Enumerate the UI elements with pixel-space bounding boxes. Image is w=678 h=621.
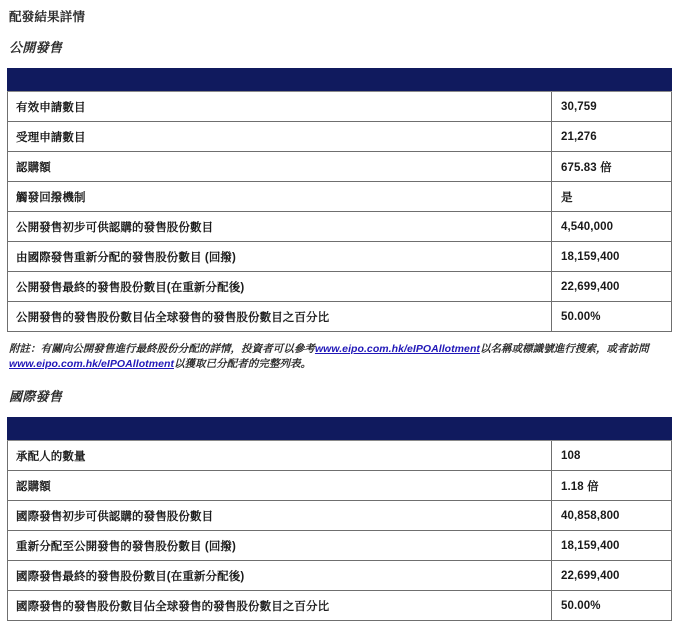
table-row	[8, 272, 672, 302]
table-header-row	[8, 69, 672, 92]
table-row	[8, 302, 672, 332]
public_offer-row-1-value: 21,276	[552, 122, 672, 152]
table-header-label-cell	[8, 69, 552, 92]
table-header-label-cell	[8, 418, 552, 441]
international_offer-row-4-value: 22,699,400	[552, 561, 672, 591]
table-header-value-cell	[552, 69, 672, 92]
public_offer-row-1-label: 受理申請數目	[8, 122, 552, 152]
table-row	[8, 561, 672, 591]
international-offer-table-body	[8, 441, 672, 621]
table-row	[8, 122, 672, 152]
table-row	[8, 501, 672, 531]
public_offer-row-2-value: 675.83 倍	[552, 152, 672, 182]
section-heading-public-offer: 公開發售	[9, 40, 63, 55]
footnote-text-part-1: 附註：有關向公開發售進行最終股份分配的詳情，投資者可以參考	[9, 343, 315, 355]
table-header-value-cell	[552, 418, 672, 441]
public-offer-table-head	[8, 69, 672, 92]
table-row	[8, 182, 672, 212]
international-offer-table	[7, 417, 672, 621]
public-offer-table-body	[8, 92, 672, 332]
international_offer-row-1-label: 認購額	[8, 471, 552, 501]
table-row	[8, 531, 672, 561]
international_offer-row-3-label: 重新分配至公開發售的發售股份數目 (回撥)	[8, 531, 552, 561]
public-offer-footnote	[9, 342, 669, 372]
public_offer-row-0-label: 有效申請數目	[8, 92, 552, 122]
eipo-allotment-link-2[interactable]: www.eipo.com.hk/eIPOAllotment	[9, 358, 174, 370]
table-row	[8, 242, 672, 272]
page-title: 配發結果詳情	[9, 10, 86, 24]
eipo-allotment-link-1[interactable]: www.eipo.com.hk/eIPOAllotment	[314, 343, 480, 355]
international_offer-row-3-value: 18,159,400	[552, 531, 672, 561]
table-row	[8, 92, 672, 122]
public_offer-row-6-label: 公開發售最終的發售股份數目(在重新分配後)	[8, 272, 552, 302]
public_offer-row-7-value: 50.00%	[552, 302, 672, 332]
public-offer-table-wrap	[7, 68, 671, 332]
public_offer-row-4-value: 4,540,000	[552, 212, 672, 242]
international_offer-row-2-label: 國際發售初步可供認購的發售股份數目	[8, 501, 552, 531]
footnote-text-part-3: 以獲取已分配者的完整列表。	[174, 358, 312, 370]
international_offer-row-0-label: 承配人的數量	[8, 441, 552, 471]
public_offer-row-5-value: 18,159,400	[552, 242, 672, 272]
public_offer-row-2-label: 認購額	[8, 152, 552, 182]
international_offer-row-5-value: 50.00%	[552, 591, 672, 621]
table-row	[8, 471, 672, 501]
public_offer-row-0-value: 30,759	[552, 92, 672, 122]
table-header-row	[8, 418, 672, 441]
table-row	[8, 152, 672, 182]
public_offer-row-3-label: 觸發回撥機制	[8, 182, 552, 212]
table-row	[8, 212, 672, 242]
public_offer-row-7-label: 公開發售的發售股份數目佔全球發售的發售股份數目之百分比	[8, 302, 552, 332]
public_offer-row-6-value: 22,699,400	[552, 272, 672, 302]
public_offer-row-4-label: 公開發售初步可供認購的發售股份數目	[8, 212, 552, 242]
public-offer-table	[7, 68, 672, 332]
table-row	[8, 591, 672, 621]
international-offer-table-head	[8, 418, 672, 441]
international_offer-row-2-value: 40,858,800	[552, 501, 672, 531]
international_offer-row-0-value: 108	[552, 441, 672, 471]
section-heading-international-offer: 國際發售	[9, 389, 63, 404]
table-row	[8, 441, 672, 471]
international_offer-row-1-value: 1.18 倍	[552, 471, 672, 501]
public_offer-row-5-label: 由國際發售重新分配的發售股份數目 (回撥)	[8, 242, 552, 272]
allotment-results-page	[0, 7, 678, 613]
footnote-text-part-2: 以名稱或標識號進行搜索，或者訪問	[479, 343, 649, 355]
international-offer-table-wrap	[7, 417, 671, 621]
public_offer-row-3-value: 是	[552, 182, 672, 212]
international_offer-row-5-label: 國際發售的發售股份數目佔全球發售的發售股份數目之百分比	[8, 591, 552, 621]
international_offer-row-4-label: 國際發售最終的發售股份數目(在重新分配後)	[8, 561, 552, 591]
